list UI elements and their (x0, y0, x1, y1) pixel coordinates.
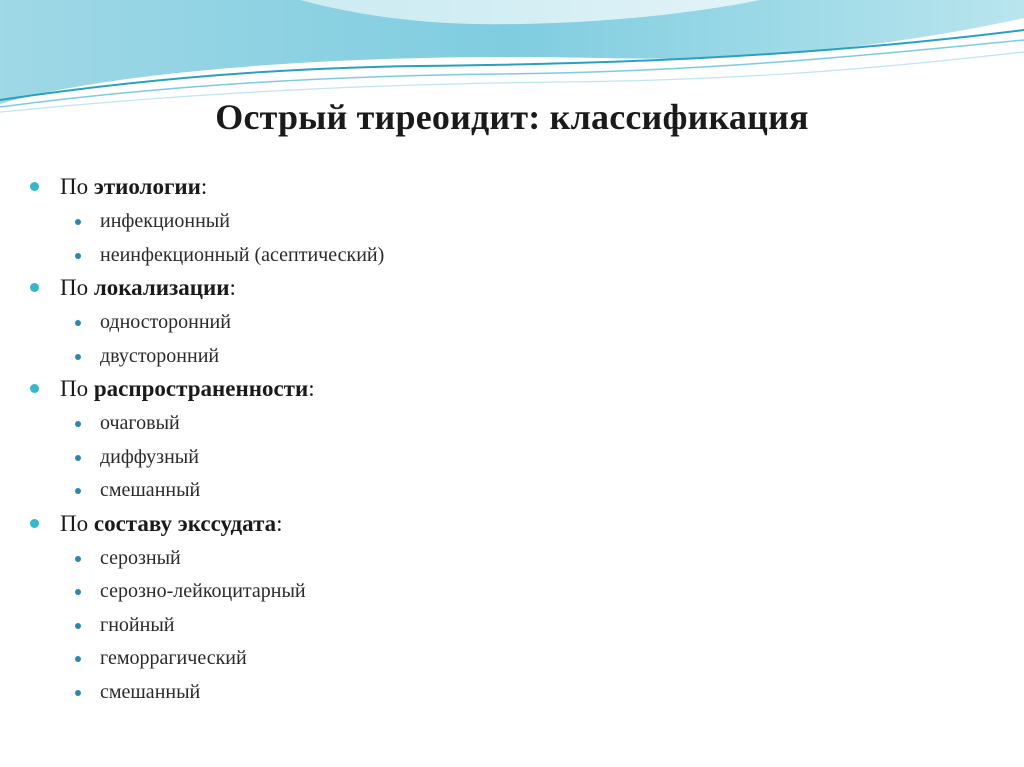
slide-title: Острый тиреоидит: классификация (215, 97, 809, 137)
category-suffix: : (308, 376, 315, 401)
list-item-text: двусторонний (100, 344, 220, 367)
category-prefix: По (60, 510, 94, 536)
sub-bullet-dot-icon (75, 623, 81, 629)
sub-bullet-dot-icon (75, 556, 81, 562)
list-item-text: односторонний (100, 311, 231, 333)
category-prefix: По (60, 174, 94, 199)
list-item (26, 341, 986, 375)
list-item (26, 475, 986, 509)
sub-bullet-dot-icon (75, 354, 81, 360)
list-item (26, 677, 986, 711)
list-item-text: инфекционный (100, 210, 230, 232)
bullet-dot-icon (30, 182, 39, 191)
category-prevalence (26, 374, 986, 408)
category-keyword: распространенности (93, 376, 309, 401)
list-item-text: гнойный (100, 613, 175, 636)
sub-bullet-dot-icon (75, 455, 81, 461)
category-items (26, 408, 986, 509)
list-item (26, 240, 986, 274)
bullet-dot-icon (30, 283, 39, 292)
category-keyword: локализации (93, 275, 230, 300)
category-suffix: : (200, 174, 208, 199)
category-keyword: составу экссудата (93, 510, 277, 536)
bullet-dot-icon (30, 384, 39, 393)
list-item (26, 206, 986, 240)
sub-bullet-dot-icon (75, 589, 81, 595)
classification-list (26, 172, 986, 710)
list-item (26, 442, 986, 476)
list-item-text: серозно-лейкоцитарный (100, 580, 306, 602)
list-item (26, 307, 986, 341)
category-items (26, 307, 986, 374)
list-item-text: неинфекционный (асептический) (100, 243, 385, 266)
category-suffix: : (229, 275, 236, 300)
sub-bullet-dot-icon (75, 656, 81, 662)
list-item-text: серозный (100, 546, 181, 569)
bullet-dot-icon (30, 519, 39, 528)
list-item-text: смешанный (100, 479, 201, 501)
sub-bullet-dot-icon (75, 320, 81, 326)
sub-bullet-dot-icon (75, 219, 81, 225)
category-items (26, 543, 986, 711)
category-keyword: этиологии (93, 174, 201, 199)
category-suffix: : (276, 510, 283, 536)
list-item-text: диффузный (100, 445, 199, 468)
list-item (26, 610, 986, 644)
sub-bullet-dot-icon (75, 421, 81, 427)
sub-bullet-dot-icon (75, 488, 81, 494)
list-item (26, 576, 986, 610)
category-prefix: По (60, 275, 94, 300)
list-item (26, 543, 986, 577)
category-etiology (26, 172, 986, 206)
list-item-text: геморрагический (100, 647, 247, 669)
list-item-text: смешанный (100, 680, 201, 703)
sub-bullet-dot-icon (75, 253, 81, 259)
list-item (26, 408, 986, 442)
list-item-text: очаговый (100, 412, 180, 434)
sub-bullet-dot-icon (75, 690, 81, 696)
list-item (26, 643, 986, 677)
category-localization (26, 273, 986, 307)
category-prefix: По (60, 376, 94, 401)
category-items (26, 206, 986, 273)
category-exudate (26, 509, 986, 543)
